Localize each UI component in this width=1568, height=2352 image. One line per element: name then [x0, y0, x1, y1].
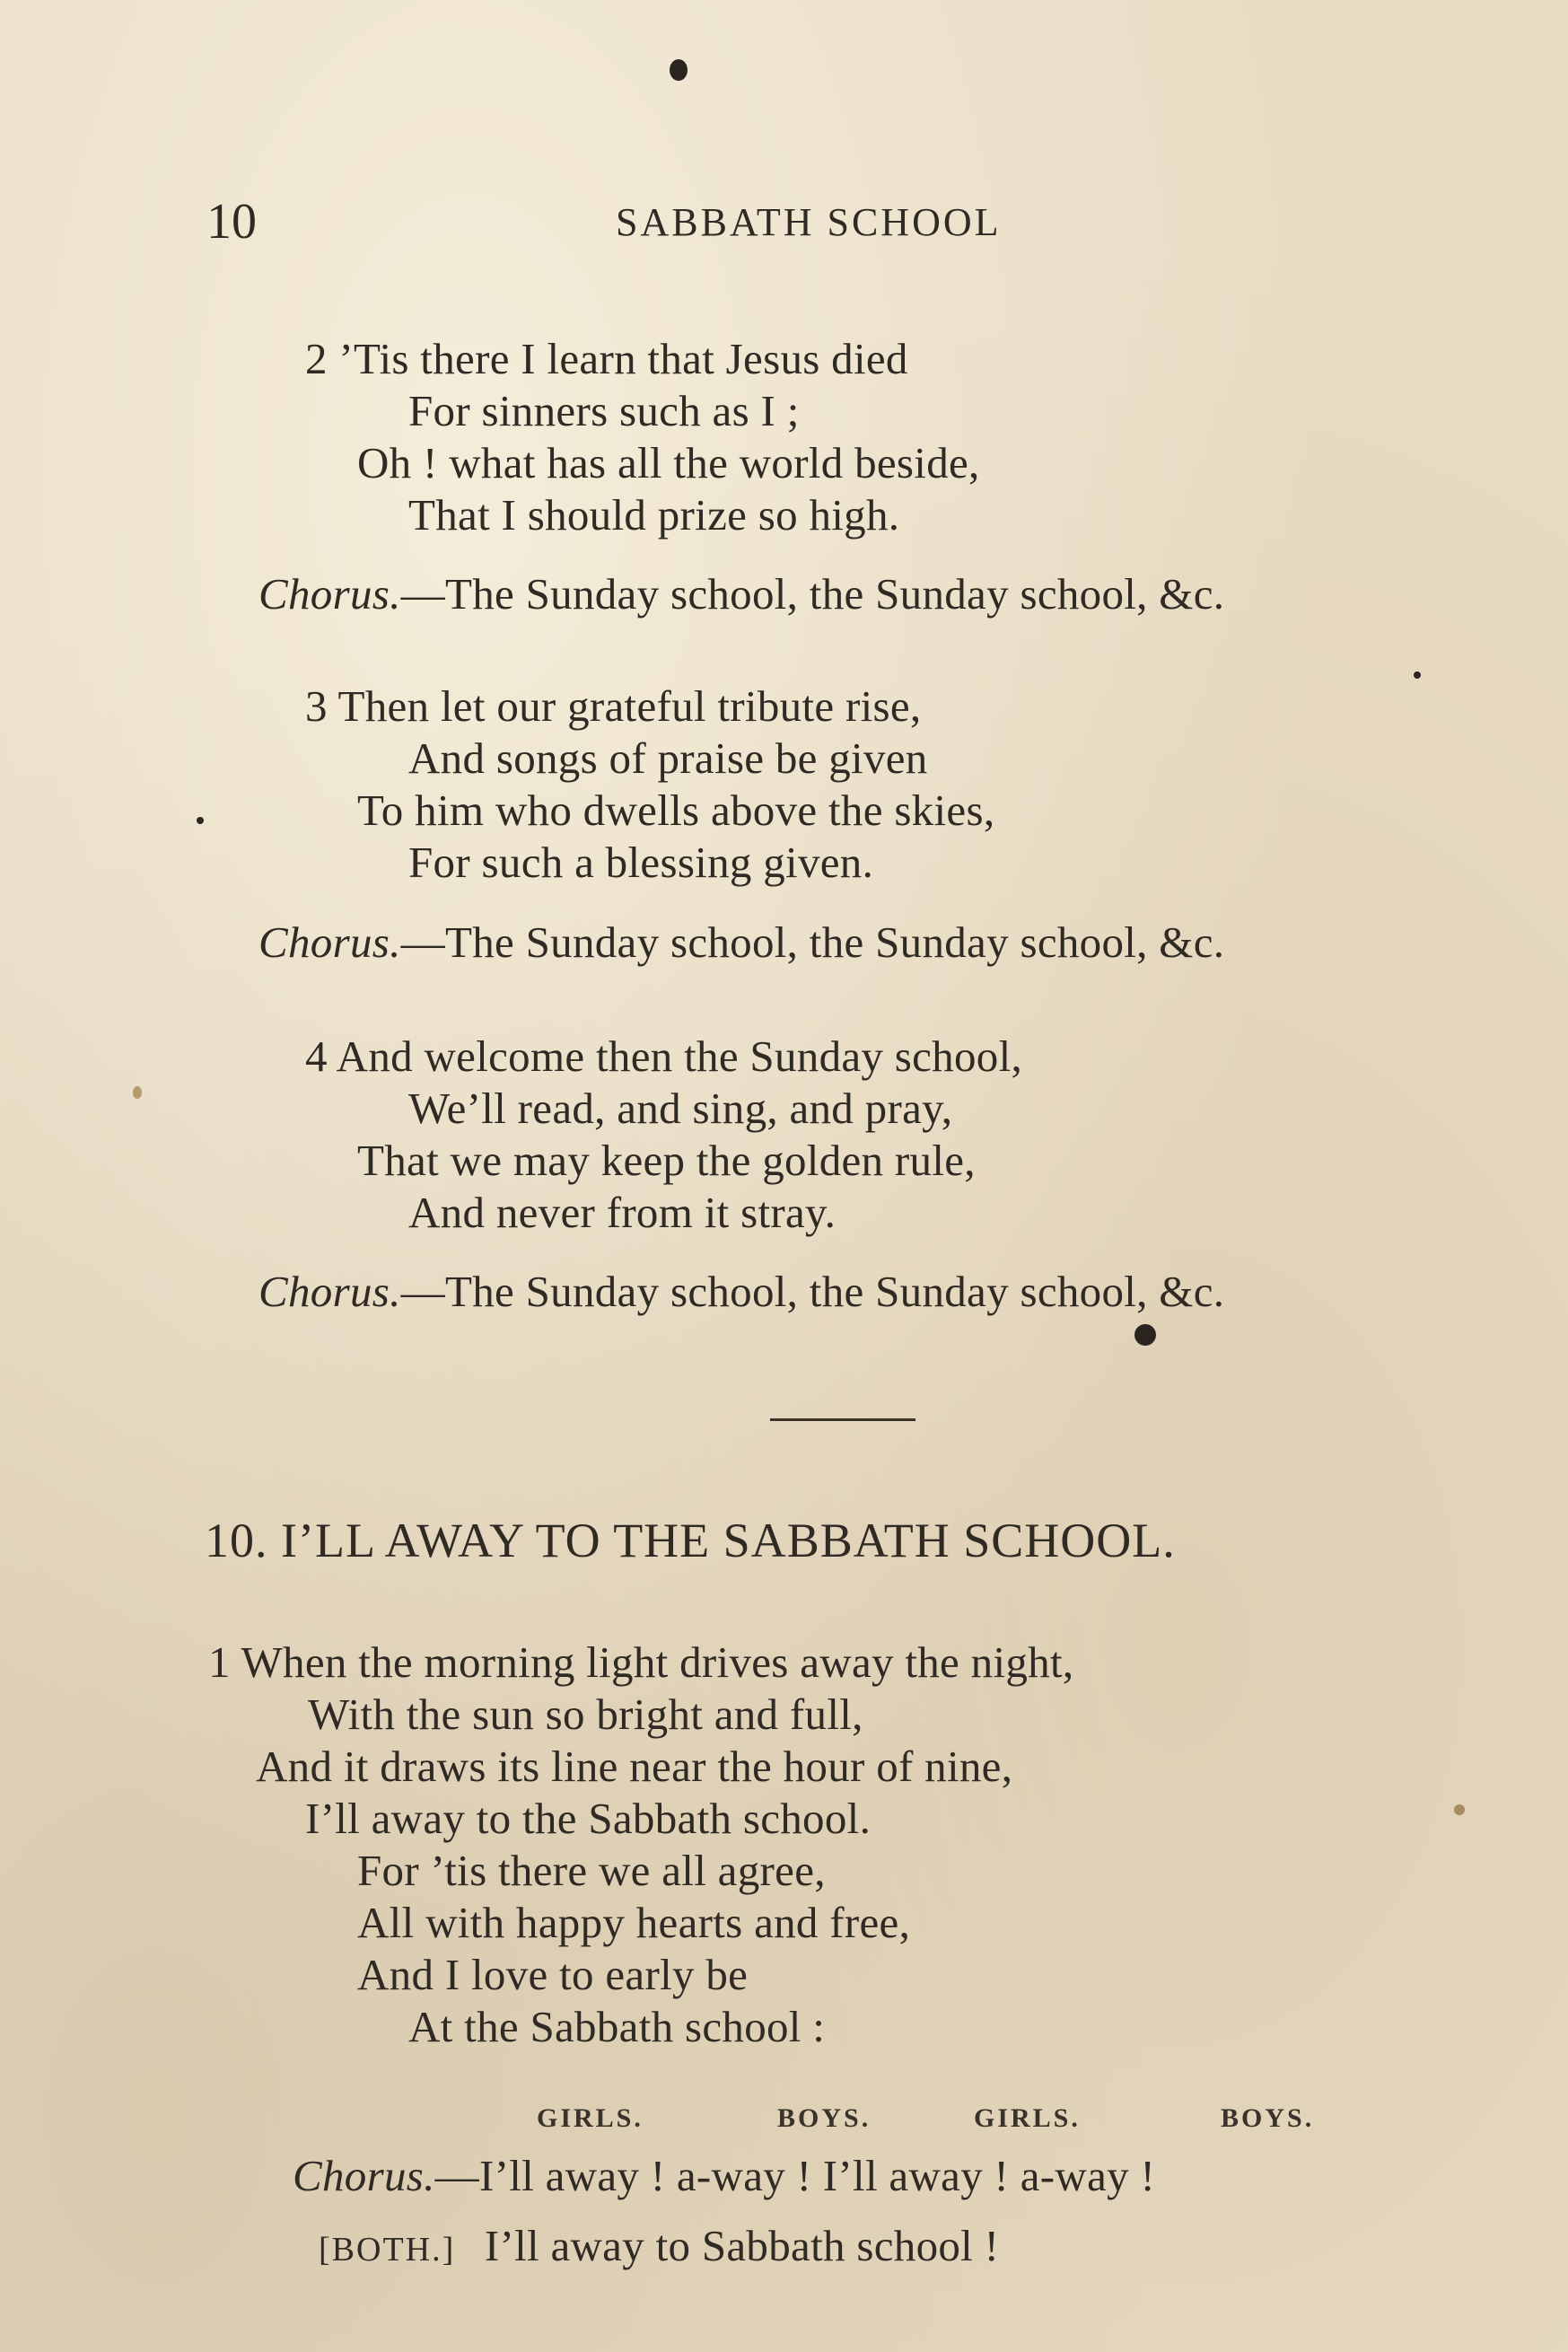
chorus-text: —The Sunday school, the Sunday school, &c. [400, 1267, 1225, 1316]
page-number: 10 [206, 194, 257, 250]
paper-speck [133, 1086, 142, 1099]
hymn-10-line-2: With the sun so bright and full, [308, 1689, 863, 1739]
final-line-text: I’ll away to Sabbath school ! [484, 2221, 1000, 2270]
section-divider [770, 1418, 915, 1421]
verse-3-line-4: For such a blessing given. [408, 838, 874, 887]
chorus-text: —I’ll away ! a-way ! I’ll away ! a-way ! [434, 2151, 1156, 2200]
chorus-label: Chorus. [258, 917, 401, 967]
verse-3-line-2: And songs of praise be given [408, 733, 928, 783]
paper-speck [1454, 1804, 1465, 1815]
hymn-10-line-1: 1 When the morning light drives away the night, [208, 1637, 1074, 1687]
hymn-10-line-8: At the Sabbath school : [408, 2002, 826, 2051]
chorus-label: Chorus. [258, 569, 401, 619]
paper-speck [1414, 671, 1421, 679]
chorus-after-verse-2 [258, 568, 1224, 620]
chorus-text: —The Sunday school, the Sunday school, &c. [400, 569, 1225, 619]
hymn-10-line-4: I’ll away to the Sabbath school. [305, 1794, 872, 1843]
hymn-10-line-7: And I love to early be [357, 1950, 749, 1999]
verse-4-line-2: We’ll read, and sing, and pray, [408, 1084, 953, 1133]
chorus-text: —The Sunday school, the Sunday school, &c. [400, 917, 1225, 967]
verse-2-line-1: 2 ’Tis there I learn that Jesus died [305, 334, 908, 383]
hymn-title: 10. I’LL AWAY TO THE SABBATH SCHOOL. [205, 1514, 1176, 1567]
running-header: SABBATH SCHOOL [616, 200, 1002, 244]
paper-speck [197, 817, 204, 824]
ink-blot [1134, 1324, 1156, 1346]
hymn-10-chorus [293, 2150, 1155, 2202]
chorus-after-verse-3 [258, 917, 1224, 969]
verse-4-line-4: And never from it stray. [408, 1188, 837, 1237]
ink-blot [670, 59, 688, 81]
verse-2-line-3: Oh ! what has all the world beside, [357, 438, 980, 487]
verse-3-line-3: To him who dwells above the skies, [357, 785, 995, 835]
verse-4-line-1: 4 And welcome then the Sunday school, [305, 1031, 1023, 1081]
hymn-10-line-3: And it draws its line near the hour of nine, [256, 1742, 1013, 1791]
both-label: [BOTH.] [319, 2231, 456, 2269]
chorus-after-verse-4 [258, 1266, 1224, 1318]
chorus-label: Chorus. [258, 1267, 401, 1316]
verse-4-line-3: That we may keep the golden rule, [357, 1136, 976, 1185]
verse-2-line-2: For sinners such as I ; [408, 386, 800, 435]
verse-3-line-1: 3 Then let our grateful tribute rise, [305, 681, 922, 731]
voice-label-girls-2: GIRLS. [974, 2103, 1081, 2133]
hymn-10-final-line [319, 2220, 999, 2276]
hymn-10-line-5: For ’tis there we all agree, [357, 1846, 826, 1895]
chorus-label: Chorus. [293, 2151, 435, 2200]
verse-2-line-4: That I should prize so high. [408, 490, 900, 540]
voice-label-girls-1: GIRLS. [537, 2103, 644, 2133]
hymn-10-line-6: All with happy hearts and free, [357, 1898, 911, 1947]
voice-label-boys-1: BOYS. [777, 2103, 872, 2133]
voice-label-boys-2: BOYS. [1221, 2103, 1315, 2133]
